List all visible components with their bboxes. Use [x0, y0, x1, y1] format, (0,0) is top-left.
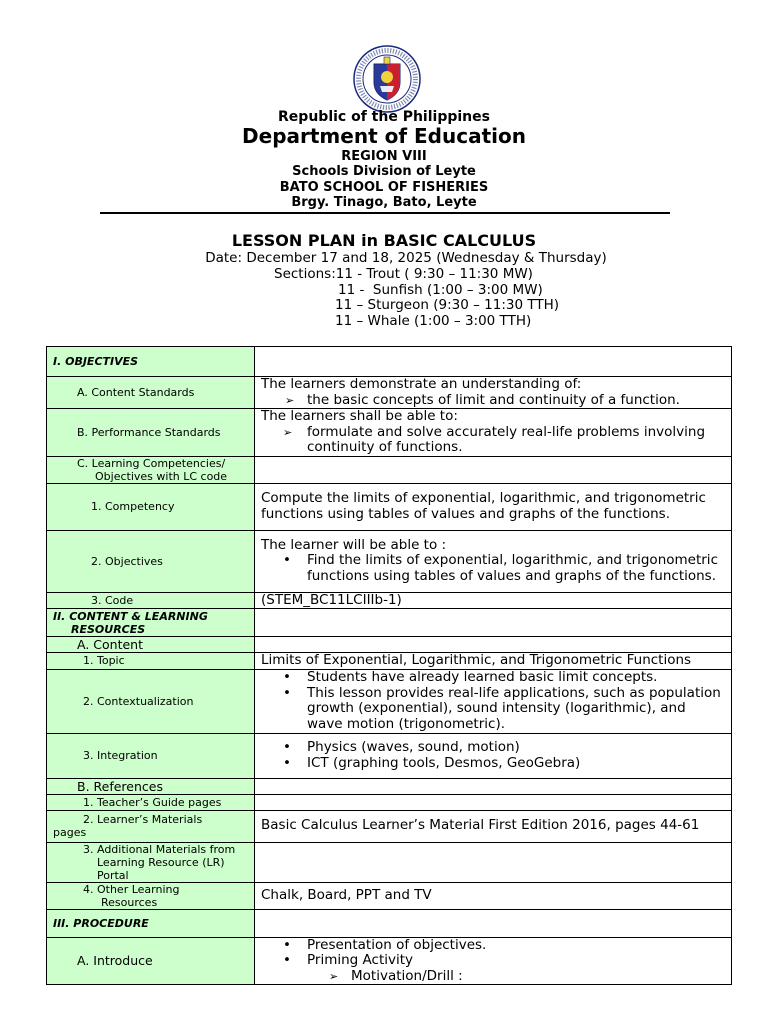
integration-list	[261, 740, 725, 771]
code-text: (STEM_BC11LCIIIb-1)	[255, 592, 732, 609]
list-item: ➢ Motivation/Drill :	[261, 969, 725, 985]
integration-value	[255, 733, 732, 778]
content-standards-list	[261, 393, 725, 409]
table-row	[47, 592, 732, 609]
additional-materials-label	[47, 842, 255, 882]
objectives-row-label: 2. Objectives	[47, 530, 255, 592]
lesson-plan-title: LESSON PLAN in BASIC CALCULUS	[231, 231, 537, 250]
learning-competencies-line2: Objectives with LC code	[95, 469, 228, 483]
section-line: 11 - Sunfish (1:00 – 3:00 MW)	[338, 282, 543, 298]
objectives-value	[255, 347, 732, 377]
section-line: 11 – Sturgeon (9:30 – 11:30 TTH)	[335, 297, 560, 313]
department-title: Department of Education	[242, 124, 526, 148]
table-row	[47, 733, 732, 778]
code-label: 3. Code	[47, 592, 255, 609]
list-item: • Students have already learned basic limit concepts.	[261, 670, 725, 686]
content-resources-heading	[47, 609, 255, 637]
content-value	[255, 637, 732, 653]
performance-standards-label: B. Performance Standards	[47, 409, 255, 457]
learners-materials-line2: pages	[53, 826, 87, 839]
additional-materials-line1: 3. Additional Materials from	[83, 842, 236, 856]
performance-standards-list	[261, 425, 725, 456]
school-address: Brgy. Tinago, Bato, Leyte	[291, 195, 477, 210]
table-row	[47, 347, 732, 377]
learning-competencies-label	[47, 456, 255, 483]
table-row	[47, 377, 732, 409]
table-row	[47, 669, 732, 733]
other-resources-text: Chalk, Board, PPT and TV	[255, 882, 732, 909]
section-line: Sections:11 - Trout ( 9:30 – 11:30 MW)	[274, 266, 533, 282]
references-label: B. References	[47, 778, 255, 794]
table-row	[47, 483, 732, 530]
competency-label: 1. Competency	[47, 483, 255, 530]
introduce-label: A. Introduce	[47, 937, 255, 985]
content-standards-label: A. Content Standards	[47, 377, 255, 409]
content-resources-line1: II. CONTENT & LEARNING	[53, 609, 208, 623]
performance-standards-value	[255, 409, 732, 457]
list-item: • Presentation of objectives.	[261, 938, 725, 954]
table-row	[47, 882, 732, 909]
list-item: ➢ formulate and solve accurately real-life problems involving continuity of functions.	[261, 425, 725, 456]
content-label: A. Content	[47, 637, 255, 653]
learning-competencies-value	[255, 456, 732, 483]
header-divider	[100, 212, 670, 214]
learners-materials-label	[47, 810, 255, 842]
teachers-guide-label: 1. Teacher’s Guide pages	[47, 794, 255, 810]
introduce-value	[255, 937, 732, 985]
references-value	[255, 778, 732, 794]
date-line: Date: December 17 and 18, 2025 (Wednesday & Thursday)	[205, 250, 607, 266]
contextualization-list	[261, 670, 725, 732]
table-row	[47, 909, 732, 937]
topic-label: 1. Topic	[47, 653, 255, 670]
topic-text: Limits of Exponential, Logarithmic, and Trigonometric Functions	[255, 653, 732, 670]
table-row	[47, 937, 732, 985]
learners-materials-line1: 2. Learner’s Materials	[83, 813, 203, 826]
lesson-plan-table	[46, 346, 732, 985]
region-line: REGION VIII	[341, 149, 427, 164]
other-resources-label	[47, 882, 255, 909]
procedure-value	[255, 909, 732, 937]
procedure-heading: III. PROCEDURE	[47, 909, 255, 937]
objectives-row-value	[255, 530, 732, 592]
integration-label: 3. Integration	[47, 733, 255, 778]
deped-seal-logo	[352, 44, 422, 114]
table-row	[47, 810, 732, 842]
table-row	[47, 456, 732, 483]
objectives-list	[261, 553, 725, 584]
introduce-list	[261, 938, 725, 969]
list-item: • This lesson provides real-life applications, such as population growth (exponential), sound intensity (logarithmic), and wave motion (trigonometric).	[261, 686, 725, 733]
competency-text: Compute the limits of exponential, logarithmic, and trigonometric functions using tables of values and graphs of the functions.	[255, 483, 732, 530]
division-line: Schools Division of Leyte	[292, 164, 476, 179]
introduce-sublist	[261, 969, 725, 985]
contextualization-value	[255, 669, 732, 733]
performance-standards-intro: The learners shall be able to:	[261, 408, 458, 424]
other-resources-line2: Resources	[101, 895, 158, 909]
table-row	[47, 842, 732, 882]
list-item: ➢ the basic concepts of limit and continuity of a function.	[261, 393, 725, 409]
objectives-intro: The learner will be able to :	[261, 536, 447, 553]
table-row	[47, 778, 732, 794]
content-standards-value	[255, 377, 732, 409]
additional-materials-value	[255, 842, 732, 882]
list-item: • ICT (graphing tools, Desmos, GeoGebra)	[261, 756, 725, 772]
additional-materials-line3: Portal	[97, 868, 129, 882]
learners-materials-text: Basic Calculus Learner’s Material First Edition 2016, pages 44-61	[255, 810, 732, 842]
list-item: • Priming Activity	[261, 953, 725, 969]
content-standards-intro: The learners demonstrate an understanding of:	[261, 376, 582, 392]
table-row	[47, 530, 732, 592]
content-resources-line2: RESOURCES	[71, 622, 146, 636]
table-row	[47, 409, 732, 457]
republic-line: Republic of the Philippines	[278, 109, 490, 125]
list-item: • Physics (waves, sound, motion)	[261, 740, 725, 756]
teachers-guide-value	[255, 794, 732, 810]
objectives-heading: I. OBJECTIVES	[47, 347, 255, 377]
school-name: BATO SCHOOL OF FISHERIES	[279, 180, 489, 195]
other-resources-line1: 4. Other Learning	[83, 882, 180, 896]
table-row	[47, 637, 732, 653]
contextualization-label: 2. Contextualization	[47, 669, 255, 733]
section-line: 11 – Whale (1:00 – 3:00 TTH)	[335, 313, 532, 329]
content-resources-value	[255, 609, 732, 637]
table-row	[47, 653, 732, 670]
list-item: • Find the limits of exponential, logarithmic, and trigonometric functions using tables of values and graphs of the functions.	[261, 553, 725, 584]
learning-competencies-line1: C. Learning Competencies/	[77, 456, 226, 470]
additional-materials-line2: Learning Resource (LR)	[97, 855, 225, 869]
table-row	[47, 794, 732, 810]
table-row	[47, 609, 732, 637]
